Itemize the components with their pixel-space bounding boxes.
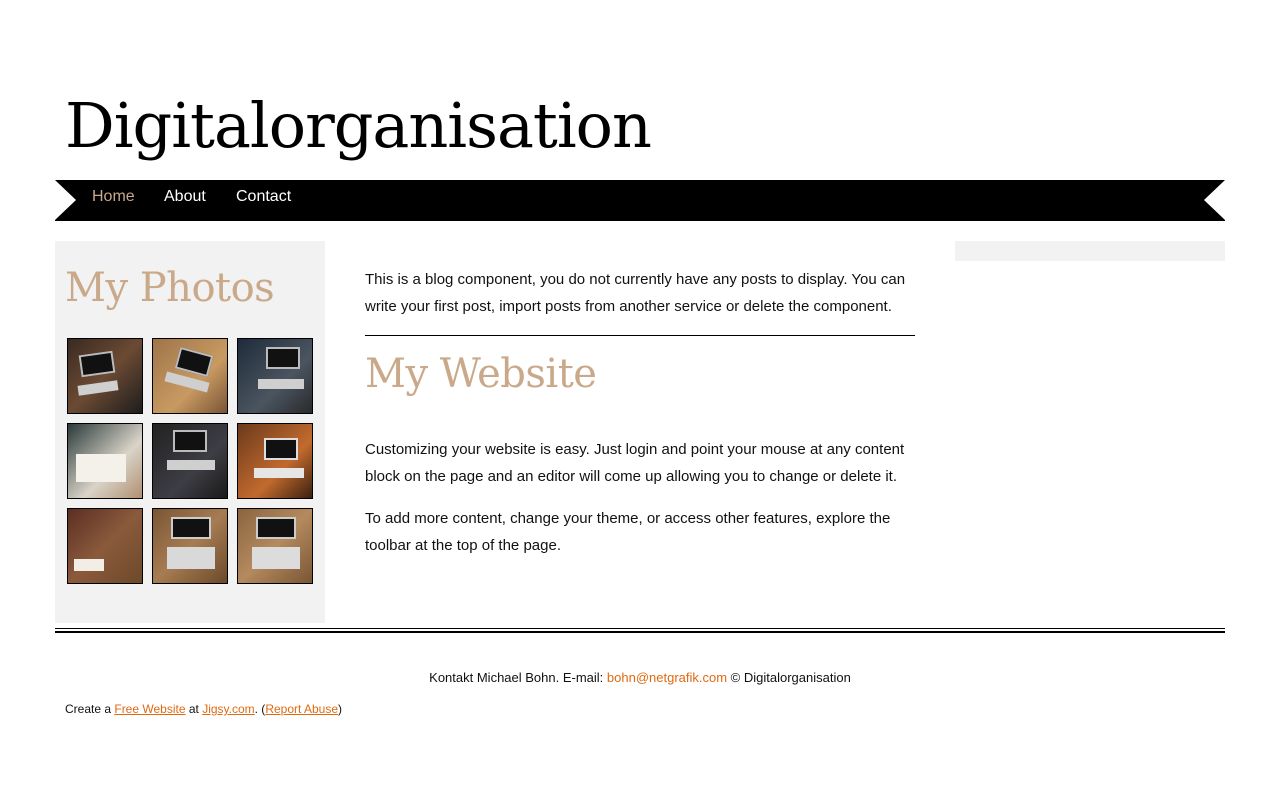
nav-item-home[interactable]: Home: [92, 188, 135, 205]
nav-item-about[interactable]: About: [164, 188, 206, 205]
photo-thumbnail[interactable]: [237, 338, 313, 414]
photo-thumbnail[interactable]: [237, 508, 313, 584]
photo-thumbnail[interactable]: [237, 423, 313, 499]
main-navigation: [55, 180, 1225, 221]
nav-notch-left: [55, 180, 76, 220]
footer-rule-bottom: [55, 631, 1225, 633]
footer-contact-prefix: Kontakt Michael Bohn. E-mail:: [429, 670, 607, 685]
footer-credit: [65, 702, 342, 716]
section-title: My Website: [365, 351, 597, 397]
intro-paragraph: Customizing your website is easy. Just login and point your mouse at any content block on the page and an editor will come up allowing you to change or delete it.: [365, 441, 905, 485]
nav-notch-right: [1204, 180, 1225, 220]
photo-thumbnail[interactable]: [67, 508, 143, 584]
blog-notice: This is a blog component, you do not currently have any posts to display. You can write your first post, import posts from another service or delete the component.: [365, 271, 906, 315]
jigsy-link[interactable]: Jigsy.com: [202, 702, 255, 716]
photo-thumbnail[interactable]: [152, 423, 228, 499]
content-divider: [365, 335, 915, 336]
photo-thumbnail[interactable]: [152, 508, 228, 584]
footer-contact: [0, 670, 1280, 685]
credit-prefix: Create a: [65, 702, 115, 716]
footer-copyright: © Digitalorganisation: [727, 670, 851, 685]
credit-sep: . (: [254, 702, 266, 716]
photos-sidebar: [55, 241, 325, 623]
footer-email-link[interactable]: bohn@netgrafik.com: [606, 670, 728, 685]
site-title: Digitalorganisation: [65, 89, 651, 162]
photo-thumbnail[interactable]: [152, 338, 228, 414]
photo-thumbnail[interactable]: [67, 423, 143, 499]
right-sidebar: [955, 241, 1225, 261]
report-abuse-link[interactable]: Report Abuse: [265, 702, 339, 716]
help-paragraph: To add more content, change your theme, or access other features, explore the toolbar at the top of the page.: [365, 510, 891, 554]
photo-thumbnail[interactable]: [67, 338, 143, 414]
nav-item-contact[interactable]: Contact: [236, 188, 292, 205]
photos-title: My Photos: [65, 265, 275, 311]
footer-rule-top: [55, 628, 1225, 629]
free-website-link[interactable]: Free Website: [114, 702, 186, 716]
credit-end: ): [338, 702, 343, 716]
credit-mid: at: [185, 702, 203, 716]
